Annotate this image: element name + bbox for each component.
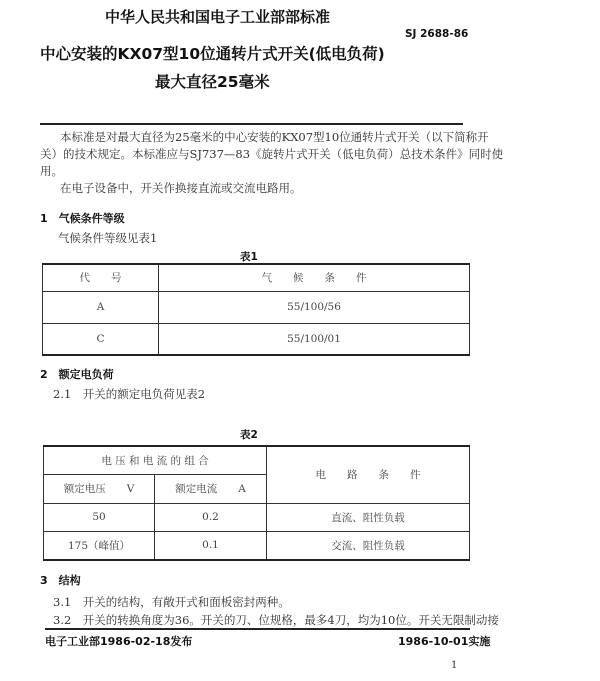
table2-cell: 0.2 — [155, 503, 267, 531]
table1 — [42, 263, 470, 356]
table2 — [43, 445, 470, 561]
footer-rule — [45, 628, 470, 630]
intro-p1: 本标准是对最大直径为25毫米的中心安装的KX07型10位通转片式开关（以下简称开 — [60, 130, 489, 144]
table1-cell: 55/100/01 — [159, 323, 470, 355]
intro-p2: 在电子设备中，开关作换接直流或交流电路用。 — [60, 181, 302, 195]
standard-code: SJ 2688-86 — [405, 28, 469, 40]
title-rule — [40, 123, 463, 125]
table1-cell: A — [43, 291, 159, 323]
section3-heading: 3 结构 — [40, 574, 81, 587]
table-row — [43, 323, 470, 355]
title-line1: 中心安装的KX07型10位通转片式开关(低电负荷) — [40, 45, 385, 63]
table2-voltage-header: 额定电压 V — [44, 474, 155, 503]
table1-header: 气 候 条 件 — [159, 264, 470, 291]
table2-cell: 直流、阻性负载 — [267, 503, 470, 531]
table2-cell: 175（峰值） — [44, 531, 155, 560]
table-row — [44, 503, 470, 531]
effective-date: 1986-10-01实施 — [398, 635, 491, 648]
section3-p2: 3.2 开关的转换角度为36。开关的刀、位规格，最多4刀，均为10位。开关无限制动接 — [53, 613, 499, 627]
table2-caption: 表2 — [240, 429, 258, 441]
intro-p1-3: 用。 — [40, 164, 63, 178]
section1-text: 气候条件等级见表1 — [58, 231, 158, 245]
table1-header: 代 号 — [43, 264, 159, 291]
table2-cell: 交流、阻性负载 — [267, 531, 470, 560]
section2-text: 2.1 开关的额定电负荷见表2 — [53, 387, 206, 401]
table1-cell: 55/100/56 — [159, 291, 470, 323]
table2-current-header: 额定电流 A — [155, 474, 267, 503]
section3-p1: 3.1 开关的结构，有敞开式和面板密封两种。 — [53, 595, 290, 609]
table-row — [44, 531, 470, 560]
table1-cell: C — [43, 323, 159, 355]
title-line2: 最大直径25毫米 — [155, 73, 270, 91]
section1-heading: 1 气候条件等级 — [40, 212, 125, 225]
table2-group-header: 电 压 和 电 流 的 组 合 — [44, 446, 267, 474]
table2-cell: 0.1 — [155, 531, 267, 560]
table-row — [43, 291, 470, 323]
page-number: 1 — [451, 660, 458, 671]
table2-cell: 50 — [44, 503, 155, 531]
table2-condition-header: 电 路 条 件 — [267, 446, 470, 503]
section2-heading: 2 额定电负荷 — [40, 368, 114, 381]
issuing-org: 中华人民共和国电子工业部部标准 — [105, 8, 331, 26]
issued-date: 电子工业部1986-02-18发布 — [45, 635, 193, 648]
intro-p1-2: 关）的技术规定。本标准应与SJ737—83《旋转片式开关（低电负荷）总技术条件》同时使 — [40, 147, 504, 161]
table1-caption: 表1 — [240, 251, 258, 263]
